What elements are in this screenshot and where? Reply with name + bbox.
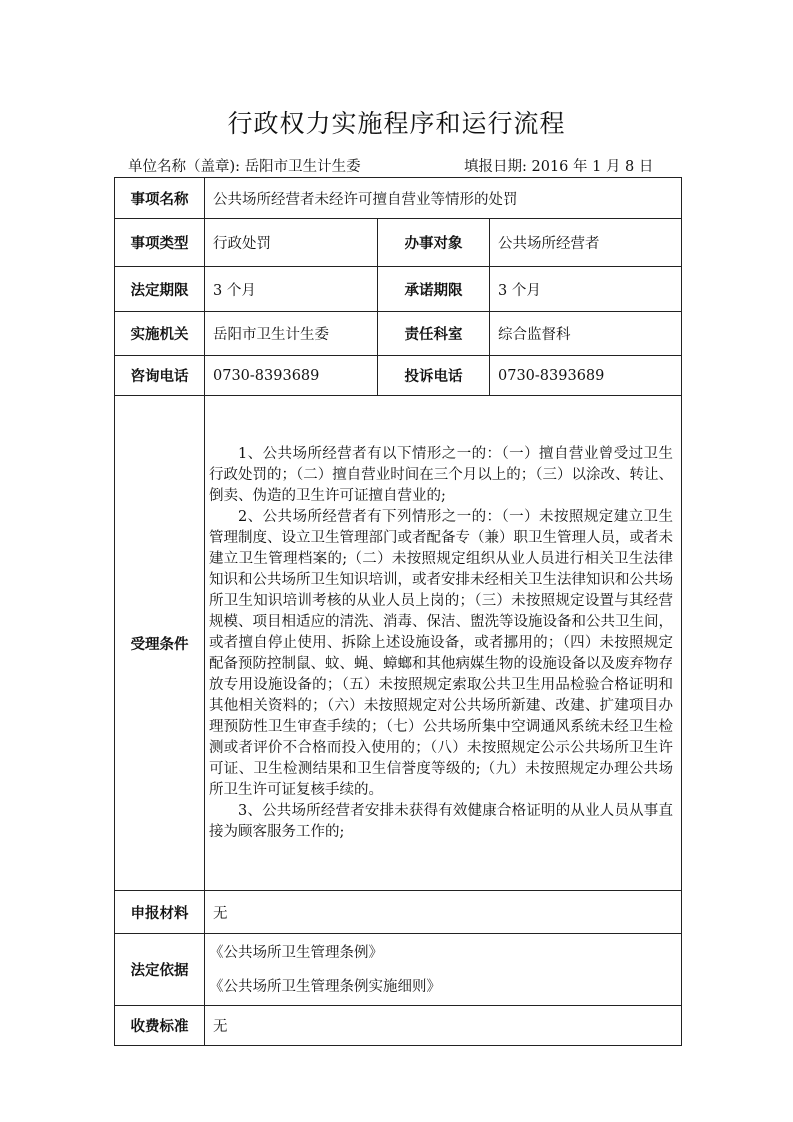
row-item-name <box>115 178 682 219</box>
fee-value: 无 <box>205 1006 682 1046</box>
row-basis <box>115 934 682 1006</box>
promised-period-label: 承诺期限 <box>378 267 490 312</box>
fee-label: 收费标准 <box>115 1006 205 1046</box>
page-title: 行政权力实施程序和运行流程 <box>227 109 566 138</box>
row-conditions <box>115 396 682 891</box>
row-legal-period <box>115 267 682 312</box>
department-label: 责任科室 <box>378 312 490 356</box>
basis-item: 《公共场所卫生管理条例》 <box>209 944 383 961</box>
basis-label: 法定依据 <box>115 934 205 1006</box>
condition-paragraph: 3、公共场所经营者安排未获得有效健康合格证明的从业人员从事直接为顾客服务工作的; <box>209 802 673 840</box>
row-materials <box>115 891 682 934</box>
target-label: 办事对象 <box>378 219 490 267</box>
materials-label: 申报材料 <box>115 891 205 934</box>
item-name-label: 事项名称 <box>115 178 205 219</box>
fill-date: 填报日期: 2016 年 1 月 8 日 <box>464 159 654 175</box>
agency-label: 实施机关 <box>115 312 205 356</box>
complaint-phone-value: 0730-8393689 <box>490 356 682 396</box>
basis-value <box>205 934 682 1006</box>
materials-value: 无 <box>205 891 682 934</box>
row-phone <box>115 356 682 396</box>
conditions-label: 受理条件 <box>115 396 205 891</box>
unit-name: 单位名称（盖章): 岳阳市卫生计生委 <box>128 159 361 175</box>
complaint-phone-label: 投诉电话 <box>378 356 490 396</box>
condition-paragraph: 1、公共场所经营者有以下情形之一的：（一）擅自营业曾受过卫生行政处罚的；（二）擅自营业时间在三个月以上的；（三）以涂改、转让、倒卖、伪造的卫生许可证擅自营业的; <box>209 445 673 504</box>
legal-period-label: 法定期限 <box>115 267 205 312</box>
agency-value: 岳阳市卫生计生委 <box>205 312 378 356</box>
consult-phone-value: 0730-8393689 <box>205 356 378 396</box>
department-value: 综合监督科 <box>490 312 682 356</box>
target-value: 公共场所经营者 <box>490 219 682 267</box>
consult-phone-label: 咨询电话 <box>115 356 205 396</box>
form-table <box>114 177 682 1046</box>
condition-paragraph: 2、公共场所经营者有下列情形之一的：（一）未按照规定建立卫生管理制度、设立卫生管理部门或者配备专（兼）职卫生管理人员，或者未建立卫生管理档案的;（二）未按照规定组织从业人员进行相关卫生法律知识和公共场所卫生知识培训，或者安排未经相关卫生法律知识和公共场所卫生知识培训考核的从业人员上岗的；（三）未按照规定设置与其经营规模、项目相适应的清洗、消毒、保洁、盥洗等设施设备和公共卫生间，或者擅自停止使用、拆除上述设施设备，或者挪用的；（四）未按照规定配备预防控制鼠、蚊、蝇、蟑螂和其他病媒生物的设施设备以及废弃物存放专用设施设备的；（五）未按照规定索取公共卫生用品检验合格证明和其他相关资料的；（六）未按照规定对公共场所新建、改建、扩建项目办理预防性卫生审查手续的；（七）公共场所集中空调通风系统未经卫生检测或者评价不合格而投入使用的；（八）未按照规定公示公共场所卫生许可证、卫生检测结果和卫生信誉度等级的;（九）未按照规定办理公共场所卫生许可证复核手续的。 <box>209 508 673 798</box>
promised-period-value: 3 个月 <box>490 267 682 312</box>
row-agency <box>115 312 682 356</box>
item-type-value: 行政处罚 <box>205 219 378 267</box>
basis-item: 《公共场所卫生管理条例实施细则》 <box>209 978 441 995</box>
legal-period-value: 3 个月 <box>205 267 378 312</box>
item-name-value: 公共场所经营者未经许可擅自营业等情形的处罚 <box>205 178 682 219</box>
row-fee <box>115 1006 682 1046</box>
conditions-value <box>205 396 682 891</box>
item-type-label: 事项类型 <box>115 219 205 267</box>
row-item-type <box>115 219 682 267</box>
